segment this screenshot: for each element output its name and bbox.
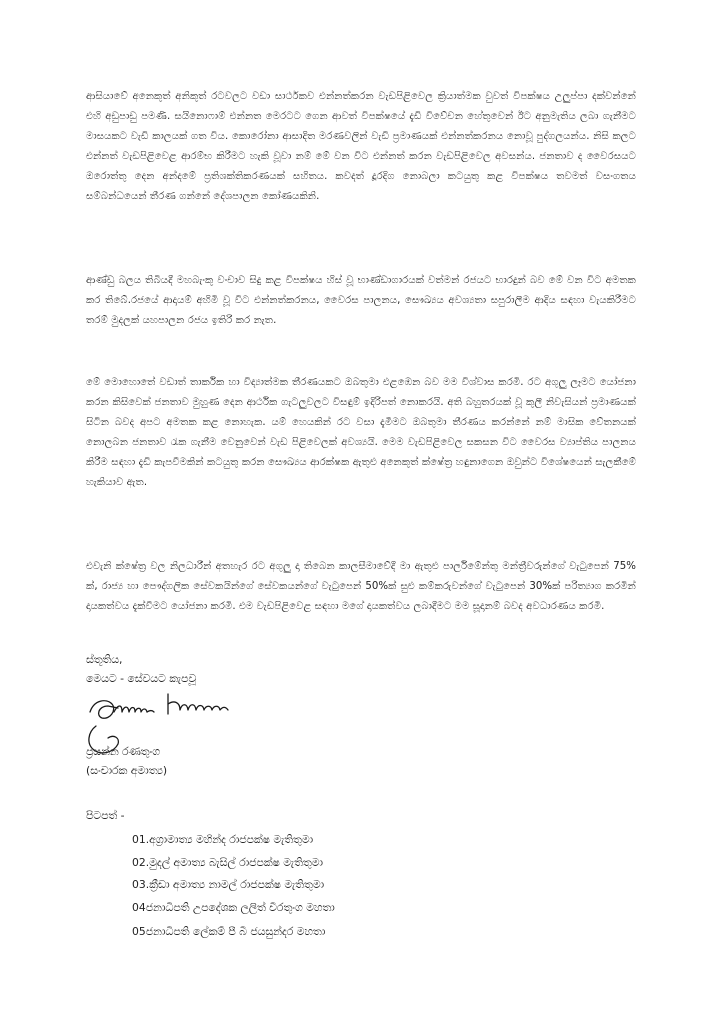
copy-recipient: 01.අග්‍රාමාත්‍ය මහින්ද රාජපක්ෂ මැතිතුමා: [132, 833, 314, 846]
copy-recipient: 05ජනාධිපති ලේකම් පී බී ජයසුන්දර මහතා: [132, 925, 326, 938]
signatory-title: (සංචාරක අමාත්‍ය): [86, 764, 168, 777]
sign-intro-line: මෙයට - සේවයට කැපවූ: [86, 672, 197, 685]
body-paragraph-4: එවැනි ක්ෂේත්‍ර වල නිලධාරීන් අතහැර රට අගුලු දා තිබෙන කාලසීමාවේදී මා ඇතුළු පාර්ලිමේන්තු මන්ත්‍රීවරුන්ගේ වැටුපෙන් 75% ක්, රාජ්‍ය හා පෞද්ගලික සේවකයින්ගේ සේවකයන්ගේ වැටුපෙන් 50%ක් සුළු කම්කරුවන්ගේ වැටුපෙන් 30%ක් පරිත්‍යාග කරමින් දායකත්වය දැක්වීමට යෝජනා කරමි. එම වැඩපිළිවෙළ සඳහා මගේ දායකත්වය ලබාදීමට මම සූදානම් බවද අවධාරණය කරමි.: [86, 561, 636, 613]
copy-recipient: 04ජනාධිපති උපදේශක ලලිත් වීරතුංග මහතා: [132, 901, 335, 914]
closing-line: ස්තූතිය,: [86, 653, 123, 666]
copies-heading: පිටපත් -: [86, 809, 125, 822]
copy-recipient: 02.මුදල් අමාත්‍ය බැසිල් රාජපක්ෂ මැතිතුමා: [132, 856, 323, 869]
signatory-name: ප්‍රසන්න රණතුංග: [86, 745, 160, 758]
body-paragraph-1: ආසියාවේ අනෙකුත් අනිකුත් රටවලට වඩා සාර්ථකව එන්නත්කරන වැඩපිළිවෙල ක්‍රියාත්මක වුවත් විපක්ෂය උලුප්පා දක්වන්නේ එහි අඩුපාඩු පමණි. සයිනොෆාම් එන්නත මෙරටට ගෙන ආවත් විපක්ෂයේ දැඩි විවේචන හේතුවෙන් ඊට අනුමැතිය ලබා ගැනීමට මාසයකට වැඩි කාලයක් ගත විය. කොරෝනා ආසාදිත මරණවලින් වැඩි ප්‍රමාණයක් එන්නත්කරනය නොවූ පුද්ගලයන්ය. නිසි කලට එන්නත් වැඩපිළිවෙළ ආරම්භ කිරීමට හැකි වූවා නම් මේ වන විට එන්නත් කරන වැඩපිළිවෙල අවසන්ය. ජනතාව ද වෛරසයට ඔරොත්තු දෙන අන්දමේ ප්‍රතිශක්තිකරණයක් සහිතය. කවදත් දූරදිග නොබලා කටයුතු කළ විපක්ෂය තවමත් වසංගතය සම්බන්ධයෙන් තීරණ ගන්නේ දේශපාලන කෝණයකිනි.: [86, 91, 636, 203]
body-paragraph-3: මේ මොහොතේ වඩාත් තාර්කික හා විද්‍යාත්මක තීරණයකට ඔබතුමා එළඹෙන බව මම විශ්වාස කරමි. රට අගුලු ලෑමට යෝජනා කරන කිසිවෙක් ජනතාව මුහුණ දෙන ආර්ථික ගැටලුවලට විසඳුම් ඉදිරිපත් නොකරයි. අති බහුතරයක් වූ කුලී නිවැසියන් ප්‍රමාණයක් සිටින බවද අපට අමතක කළ නොහැක. යම් හෙයකින් රට වසා දැමීමට ඔබතුමා තීරණය කරන්නේ නම් මාසික වේතනයක් නොලබන ජනතාව රැක ගැනීම වෙනුවෙන් වැඩ පිළිවෙලක් අවශ්‍යයි. මෙම වැඩපිළිවෙල සකසන විට වෛරස ව්‍යාප්තිය පාලනය කිරීම සඳහා දැඩි කැපවීමකින් කටයුතු කරන සෞඛ්‍යය ආරක්ෂක ඇතුළු අනෙකුත් ක්ෂේත්‍ර හඳුනාගෙන ඔවුන්ට විශේෂයෙන් සැලකීමේ හැකියාව ඇත.: [86, 377, 636, 489]
body-paragraph-2: ආණ්ඩු බලය තිබියදී මහබැංකු වංචාව සිදු කළ විපක්ෂය හිස් වූ භාණ්ඩාගාරයක් වත්මන් රජයට භාරදුන් බව මේ වන විට අමතක කර තිබේ.රජයේ ආදායම් අහිමි වූ විට එන්නත්කරනය, වෛරස පාලනය, සෞඛ්‍යය අවශ්‍යතා සපුරාලීම ආදිය සඳහා වැයකිරීමට තරම් මුදලක් යහපාලන රජය ඉතිරි කර නැත.: [86, 275, 636, 327]
copy-recipient: 03.ක්‍රීඩා අමාත්‍ය නාමල් රාජපක්ෂ මැතිතුමා: [132, 878, 325, 891]
